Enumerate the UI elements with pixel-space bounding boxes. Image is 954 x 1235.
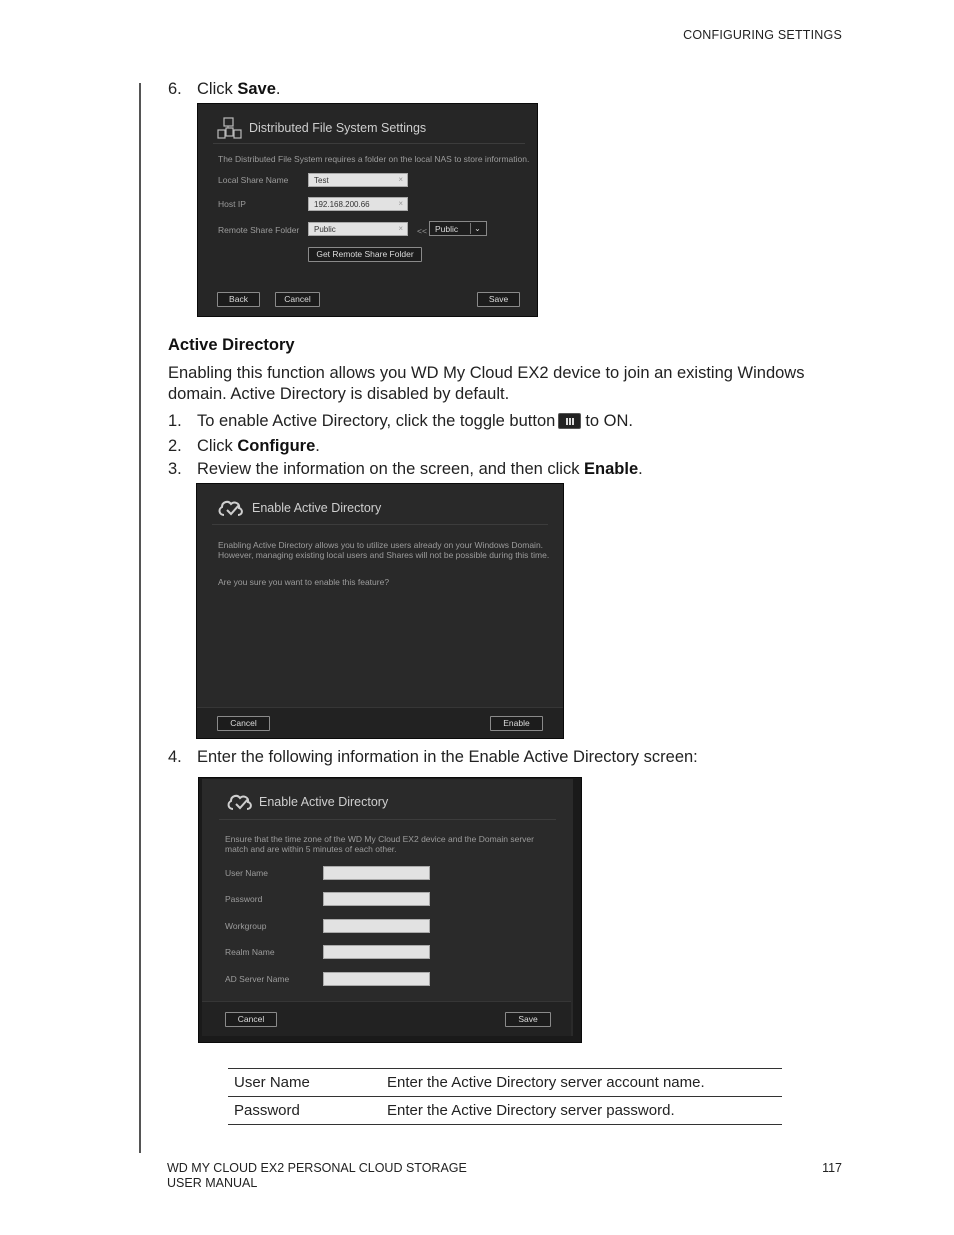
dialog-line-2: match and are within 5 minutes of each other. bbox=[225, 844, 397, 854]
footer-product: WD MY CLOUD EX2 PERSONAL CLOUD STORAGE bbox=[167, 1161, 467, 1175]
step-text: Enter the following information in the Enable Active Directory screen: bbox=[197, 748, 698, 766]
step-number: 3. bbox=[168, 460, 182, 478]
field-label-ad-server-name: AD Server Name bbox=[225, 974, 290, 984]
page-header-section: CONFIGURING SETTINGS bbox=[683, 28, 842, 42]
remote-folder-input[interactable] bbox=[308, 222, 408, 236]
table-row bbox=[228, 1069, 782, 1097]
host-ip-value: 192.168.200.66 bbox=[314, 200, 370, 209]
step-suffix: . bbox=[275, 80, 281, 98]
step-number: 1. bbox=[168, 412, 182, 430]
step-number: 2. bbox=[168, 437, 182, 455]
table-cell-description: Enter the Active Directory server account name. bbox=[381, 1069, 782, 1097]
step-number: 6. bbox=[168, 80, 182, 98]
step-number: 4. bbox=[168, 748, 182, 766]
cloud-check-icon bbox=[226, 791, 254, 813]
divider bbox=[213, 143, 525, 144]
info-table bbox=[228, 1068, 782, 1125]
step-text: Review the information on the screen, and then click bbox=[197, 460, 585, 478]
step-suffix: . bbox=[638, 460, 643, 478]
clear-icon[interactable]: × bbox=[398, 224, 403, 233]
step-bold: Save bbox=[237, 80, 276, 98]
section-paragraph: Enabling this function allows you WD My Cloud EX2 device to join an existing Windows domain. Active Directory is disabled by default. bbox=[168, 364, 805, 403]
dialog-line-1: Ensure that the time zone of the WD My Cloud EX2 device and the Domain server bbox=[225, 834, 534, 844]
remote-folder-value: Public bbox=[314, 225, 336, 234]
step-suffix: to ON. bbox=[585, 412, 633, 430]
local-share-label: Local Share Name bbox=[218, 175, 289, 185]
step-text: Click bbox=[197, 437, 238, 455]
save-button[interactable]: Save bbox=[477, 292, 520, 307]
field-label-password: Password bbox=[225, 894, 263, 904]
chevron-down-icon: ⌄ bbox=[470, 223, 484, 234]
margin-rule bbox=[139, 83, 141, 1153]
page-footer bbox=[167, 1161, 467, 1191]
realm-name-input[interactable] bbox=[323, 945, 430, 959]
enable-ad-dialog bbox=[196, 483, 564, 739]
cancel-button[interactable]: Cancel bbox=[217, 716, 270, 731]
local-share-input[interactable] bbox=[308, 173, 408, 187]
get-remote-share-folder-button[interactable]: Get Remote Share Folder bbox=[308, 247, 422, 262]
step-bold: Configure bbox=[237, 437, 316, 455]
divider bbox=[212, 524, 548, 525]
step-3 bbox=[168, 460, 643, 479]
clear-icon[interactable]: × bbox=[398, 199, 403, 208]
enable-button[interactable]: Enable bbox=[490, 716, 543, 731]
divider bbox=[219, 819, 556, 820]
clear-icon[interactable]: × bbox=[398, 175, 403, 184]
dialog-line-1: Enabling Active Directory allows you to utilize users already on your Windows Domain. bbox=[218, 540, 544, 550]
footer-manual: USER MANUAL bbox=[167, 1176, 258, 1190]
workgroup-input[interactable] bbox=[323, 919, 430, 933]
table-cell-field: Password bbox=[228, 1097, 381, 1125]
step-1 bbox=[168, 412, 633, 431]
save-button[interactable]: Save bbox=[505, 1012, 551, 1027]
host-ip-label: Host IP bbox=[218, 199, 246, 209]
user-name-input[interactable] bbox=[323, 866, 430, 880]
remote-folder-label: Remote Share Folder bbox=[218, 225, 300, 235]
dialog-title: Enable Active Directory bbox=[252, 501, 382, 515]
remote-folder-select[interactable] bbox=[429, 221, 487, 236]
cloud-check-icon bbox=[217, 497, 245, 519]
dfs-settings-dialog bbox=[197, 103, 538, 317]
dialog-question: Are you sure you want to enable this feature? bbox=[218, 577, 390, 587]
password-input[interactable] bbox=[323, 892, 430, 906]
dialog-title: Distributed File System Settings bbox=[249, 121, 427, 135]
host-ip-input[interactable] bbox=[308, 197, 408, 211]
step-bold: Enable bbox=[584, 460, 639, 478]
dialog-description: The Distributed File System requires a folder on the local NAS to store information. bbox=[218, 154, 530, 164]
dialog-line-2: However, managing existing local users and Shares will not be possible during this time. bbox=[218, 550, 550, 560]
field-label-workgroup: Workgroup bbox=[225, 921, 267, 931]
dialog-title: Enable Active Directory bbox=[259, 795, 389, 809]
field-label-realm-name: Realm Name bbox=[225, 947, 275, 957]
ad-form-dialog bbox=[198, 777, 582, 1043]
arrows-label: << bbox=[417, 226, 427, 236]
ad-server-name-input[interactable] bbox=[323, 972, 430, 986]
step-4 bbox=[168, 748, 698, 767]
select-value: Public bbox=[435, 224, 459, 234]
field-label-user-name: User Name bbox=[225, 868, 268, 878]
step-6 bbox=[168, 80, 280, 99]
page-number: 117 bbox=[822, 1161, 842, 1175]
dialog-panel bbox=[202, 779, 573, 1036]
table-row bbox=[228, 1097, 782, 1125]
local-share-value: Test bbox=[314, 176, 329, 185]
table-cell-field: User Name bbox=[228, 1069, 381, 1097]
step-text: To enable Active Directory, click the toggle button bbox=[197, 412, 556, 430]
cancel-button[interactable]: Cancel bbox=[275, 292, 320, 307]
step-text: Click bbox=[197, 80, 238, 98]
table-cell-description: Enter the Active Directory server password. bbox=[381, 1097, 782, 1125]
step-suffix: . bbox=[315, 437, 320, 455]
toggle-icon bbox=[558, 413, 581, 429]
network-folders-icon bbox=[216, 116, 242, 140]
step-2 bbox=[168, 437, 320, 456]
section-title: Active Directory bbox=[168, 336, 295, 354]
cancel-button[interactable]: Cancel bbox=[225, 1012, 277, 1027]
back-button[interactable]: Back bbox=[217, 292, 260, 307]
